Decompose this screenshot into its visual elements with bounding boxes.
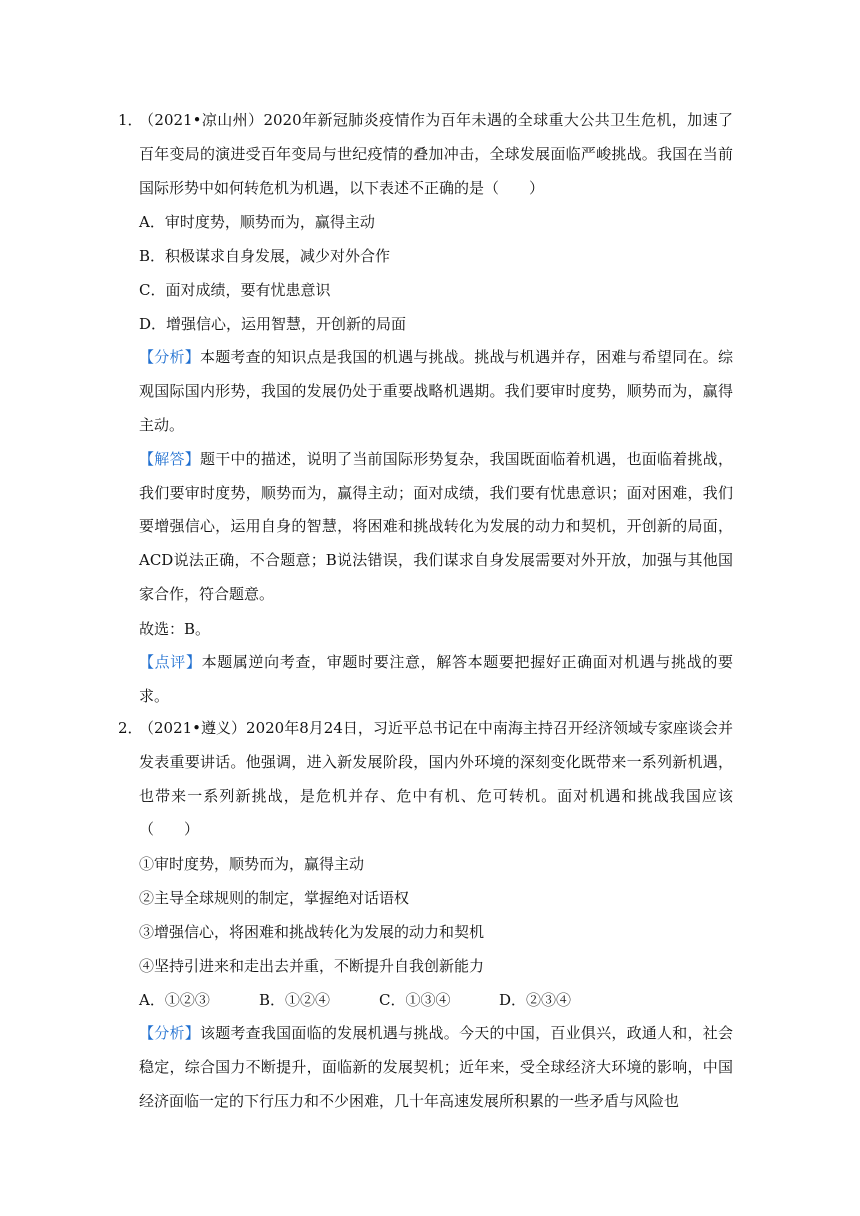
statement-2: ②主导全球规则的制定，掌握绝对话语权 xyxy=(139,889,410,908)
comment-text: 本题属逆向考查，审题时要注意，解答本题要把握好正确面对机遇与挑战的要求。 xyxy=(139,652,733,705)
option-b: B．积极谋求自身发展，减少对外合作 xyxy=(139,247,391,266)
question-1 xyxy=(118,104,733,713)
option-a: A．审时度势，顺势而为，赢得主动 xyxy=(139,213,375,232)
options-row xyxy=(139,983,733,1017)
analysis-block xyxy=(139,341,733,442)
choice-line: 故选：B。 xyxy=(139,619,211,638)
analysis-tag: 【分析】 xyxy=(139,348,200,367)
answer-text: 题干中的描述，说明了当前国际形势复杂，我国既面临着机遇，也面临着挑战，我们要审时度势，顺势而为，赢得主动；面对成绩，我们要有忧患意识；面对困难，我们要增强信心，运用自身的智慧，将困难和挑战转化为发展的动力和契机，开创新的局面，ACD说法正确，不合题意；B说法错误，我们谋求自身发展需要对外开放，加强与其他国家合作，符合题意。 xyxy=(139,449,733,603)
option-b: B．①②④ xyxy=(259,991,331,1010)
question-2 xyxy=(118,712,733,1119)
option-d: D．②③④ xyxy=(499,991,572,1010)
question-number: 2． xyxy=(118,719,143,737)
question-stem: （2021•遵义）2020年8月24日，习近平总书记在中南海主持召开经济领域专家座谈会并发表重要讲话。他强调，进入新发展阶段，国内外环境的深刻变化既带来一系列新机遇，也带来一系列新挑战，是危机并存、危中有机、危可转机。面对机遇和挑战我国应该（ ） xyxy=(139,719,733,839)
comment-tag: 【点评】 xyxy=(139,652,202,671)
answer-tag: 【解答】 xyxy=(139,449,200,468)
analysis-text: 本题考查的知识点是我国的机遇与挑战。挑战与机遇并存，困难与希望同在。综观国际国内形势，我国的发展仍处于重要战略机遇期。我们要审时度势，顺势而为，赢得主动。 xyxy=(139,348,733,434)
option-c: C．①③④ xyxy=(379,991,451,1010)
option-d: D．增强信心，运用智慧，开创新的局面 xyxy=(139,315,407,334)
statement-3: ③增强信心，将困难和挑战转化为发展的动力和契机 xyxy=(139,923,485,942)
question-stem: （2021•凉山州）2020年新冠肺炎疫情作为百年未遇的全球重大公共卫生危机，加速了百年变局的演进受百年变局与世纪疫情的叠加冲击，全球发展面临严峻挑战。我国在当前国际形势中如何转危机为机遇，以下表述不正确的是（ ） xyxy=(139,111,733,197)
question-number: 1． xyxy=(118,111,143,129)
statement-4: ④坚持引进来和走出去并重，不断提升自我创新能力 xyxy=(139,957,485,976)
option-a: A．①②③ xyxy=(139,991,210,1010)
statement-1: ①审时度势，顺势而为，赢得主动 xyxy=(139,855,365,874)
analysis-tag: 【分析】 xyxy=(139,1024,200,1043)
option-c: C．面对成绩，要有忧患意识 xyxy=(139,281,331,300)
analysis-text: 该题考查我国面临的发展机遇与挑战。今天的中国，百业俱兴，政通人和，社会稳定，综合国力不断提升，面临新的发展契机；近年来，受全球经济大环境的影响，中国经济面临一定的下行压力和不少困难，几十年高速发展所积累的一些矛盾与风险也 xyxy=(139,1024,733,1110)
comment-block xyxy=(139,646,733,714)
answer-block xyxy=(139,443,733,612)
analysis-block xyxy=(139,1017,733,1118)
